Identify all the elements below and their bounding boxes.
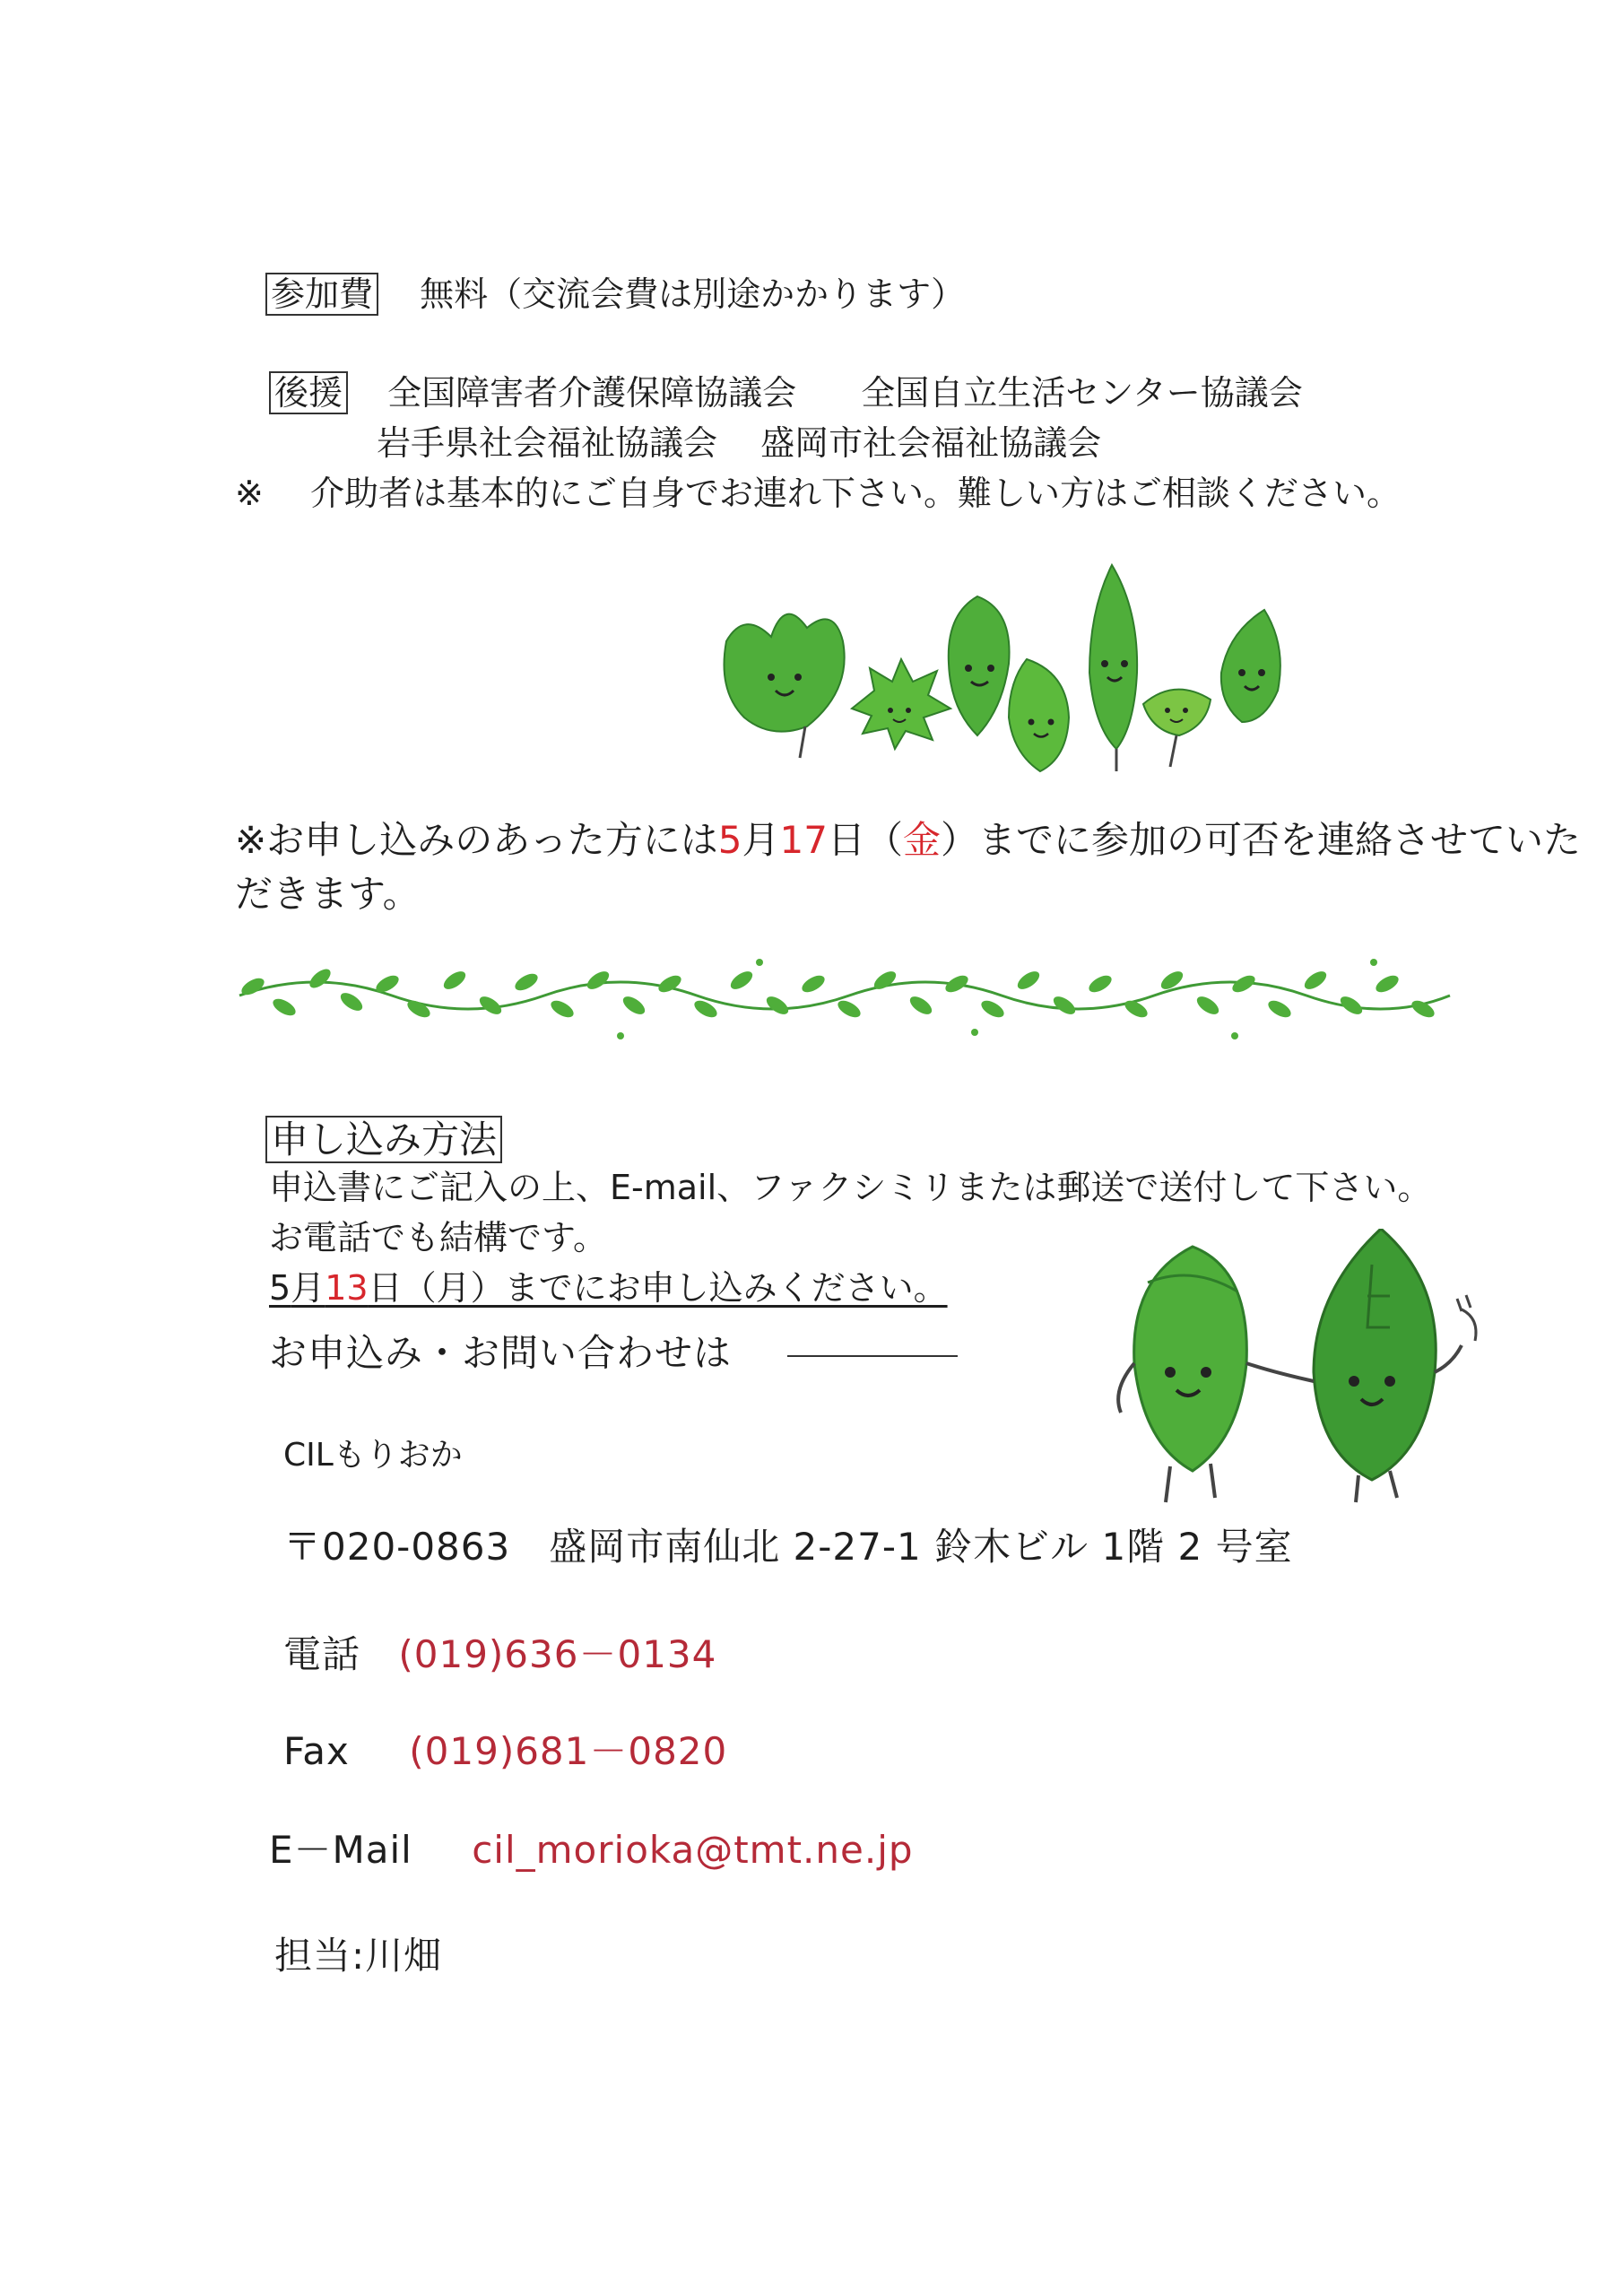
- vine-garland-decoration: [235, 946, 1454, 1045]
- leaf-character-right-icon: [1246, 1229, 1462, 1502]
- fee-row: [265, 273, 965, 316]
- notice-prefix: ※お申し込みのあった方には: [235, 818, 718, 862]
- support-org-4: 盛岡市社会福祉協議会: [760, 423, 1102, 463]
- contact-phone-row: [283, 1631, 716, 1679]
- fee-text: 無料（交流会費は別途かかります）: [420, 274, 966, 314]
- contact-fax-row: [283, 1727, 727, 1776]
- wave-mark-icon: [1462, 1309, 1476, 1341]
- email-link[interactable]: cil_morioka@tmt.ne.jp: [472, 1828, 914, 1872]
- support-row-1: [269, 371, 1303, 414]
- notice-suffix: ）までに参加の可否を連絡させていた: [941, 818, 1582, 862]
- two-leaf-characters-illustration: [1094, 1229, 1506, 1525]
- deadline-month-unit: 月: [291, 1268, 325, 1308]
- support-label: 後援: [269, 371, 348, 414]
- leaf-character-icon: [725, 614, 845, 758]
- leaf-character-icon: [1009, 659, 1069, 771]
- fee-label: 参加費: [265, 273, 378, 316]
- application-label: 申し込み方法: [265, 1116, 502, 1163]
- notice-line-1: [235, 816, 1581, 865]
- support-org-1: 全国障害者介護保障協議会: [387, 373, 797, 413]
- application-line-1: 申込書にご記入の上、E-mail、ファクシミリまたは郵送で送付して下さい。: [269, 1168, 1432, 1207]
- notice-day: 17: [779, 818, 828, 862]
- phone-label: 電話: [283, 1632, 361, 1676]
- leaf-character-icon: [949, 596, 1010, 735]
- application-line-2: お電話でも結構です。: [269, 1218, 607, 1257]
- ginkgo-leaf-icon: [1143, 690, 1211, 767]
- support-row-2: [377, 422, 1101, 465]
- leaf-characters-illustration: [708, 556, 1300, 780]
- contact-email-row: [269, 1826, 914, 1874]
- caregiver-note-text: 介助者は基本的にご自身でお連れ下さい。難しい方はご相談ください。: [309, 474, 1401, 513]
- fax-label: Fax: [283, 1729, 350, 1773]
- contact-address: 〒020-0863 盛岡市南仙北 2-27-1 鈴木ビル 1階 2 号室: [283, 1525, 1293, 1569]
- notice-weekday: 金: [903, 818, 942, 862]
- caregiver-note: [235, 472, 1401, 515]
- notice-month-unit: 月: [742, 818, 780, 862]
- maple-leaf-icon: [852, 659, 950, 749]
- leaf-character-icon: [1089, 565, 1137, 771]
- deadline-day: 13: [325, 1268, 369, 1308]
- contact-person: 担当:川畑: [274, 1934, 443, 1978]
- deadline-rest: 日（月）までにお申し込みください。: [368, 1268, 948, 1308]
- contact-heading: お申込み・お問い合わせは: [269, 1331, 733, 1375]
- notice-day-unit: 日（: [827, 818, 903, 862]
- fax-number: (019)681－0820: [409, 1729, 728, 1773]
- contact-heading-row: [269, 1329, 958, 1378]
- heading-rule: [787, 1355, 958, 1357]
- support-org-3: 岩手県社会福祉協議会: [377, 423, 718, 463]
- application-label-row: [265, 1116, 502, 1164]
- application-deadline: [269, 1266, 948, 1309]
- notice-line-2: だきます。: [235, 872, 421, 916]
- deadline-month: 5: [269, 1268, 291, 1308]
- wave-accent-icon: [1457, 1295, 1471, 1311]
- leaf-character-left-icon: [1118, 1247, 1246, 1502]
- email-label: E－Mail: [269, 1828, 412, 1872]
- notice-month: 5: [717, 818, 742, 862]
- contact-org: CILもりおか: [283, 1437, 463, 1474]
- phone-number: (019)636－0134: [398, 1632, 717, 1676]
- leaf-character-icon: [1221, 610, 1280, 722]
- note-mark: ※: [235, 474, 264, 513]
- support-org-2: 全国自立生活センター協議会: [861, 373, 1303, 413]
